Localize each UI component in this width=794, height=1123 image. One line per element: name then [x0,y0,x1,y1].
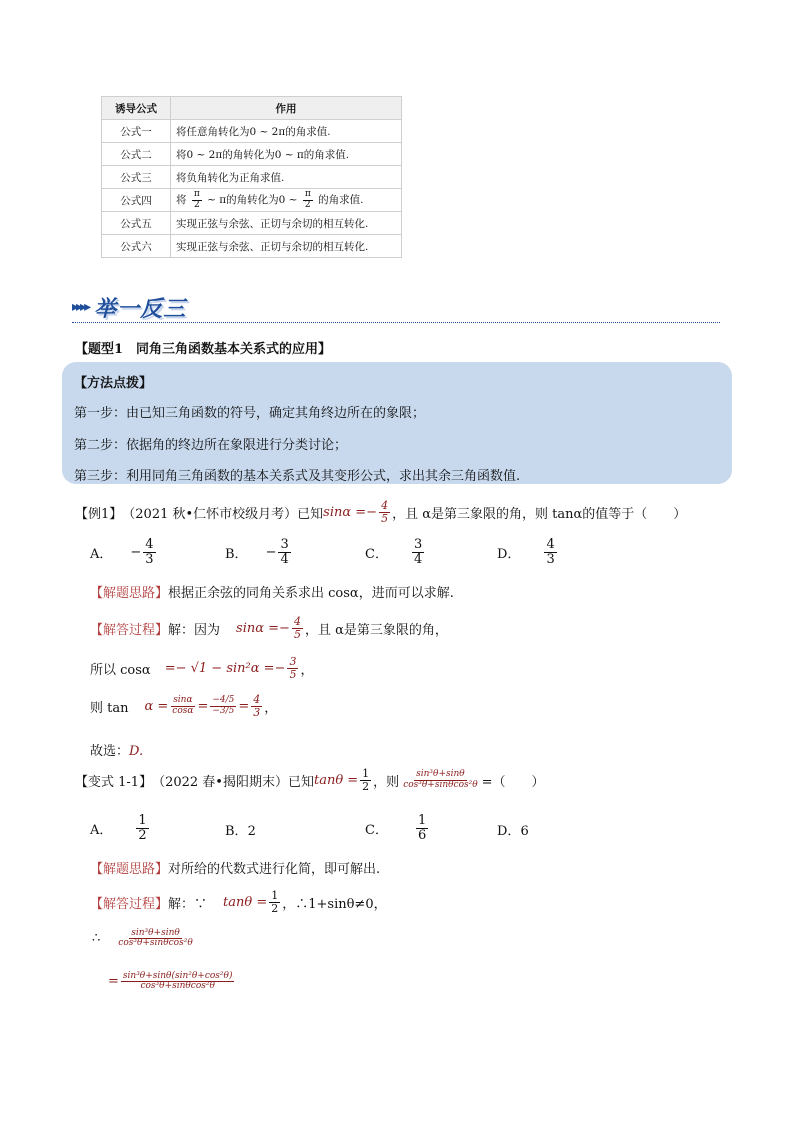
induction-formula-table [101,96,402,258]
option-letter: C． [365,822,388,838]
fraction-numerator: 4 [381,499,389,512]
fraction-numerator: sin³θ+sinθ [416,769,465,780]
fraction-denominator: 4 [413,551,423,567]
table-cell: 公式一 [102,120,171,143]
fraction-denominator: 2 [138,827,147,843]
fraction-denominator: cos³θ+sinθcos²θ [118,938,193,949]
derivation-step-2 [108,972,236,992]
solution-line-tan [90,694,277,718]
option-c[interactable] [365,538,426,566]
expression-tail: =（ ） [481,774,545,790]
question-type-heading: 【题型1 同角三角函数基本关系式的应用】 [75,342,332,357]
line-text: 则 tan [90,700,129,716]
condition-tail: ，且 α是第三象限的角，则 tanα的值等于（ ） [392,506,687,522]
pi-over-2-fraction [192,190,202,210]
option-a[interactable] [90,814,151,842]
table-cell: 将0 ~ 2π的角转化为0 ~ π的角求值. [171,143,402,166]
table-row [102,212,402,235]
solution-idea [90,858,380,877]
derivation-step-1 [92,929,197,949]
fraction-numerator: 1 [271,889,279,902]
table-header-row [102,97,402,120]
answer-text: 故选： [90,744,130,759]
process-label: 【解答过程】 [90,622,169,638]
answer-value: D. [129,744,144,759]
line-math: = [197,698,209,714]
fraction-numerator: sin³θ+sinθ [131,928,180,938]
table-cell: 公式六 [102,235,171,258]
table-row [102,235,402,258]
idea-label: 【解题思路】 [90,586,169,601]
fraction-denominator: cos³θ+sinθcos²θ [403,779,478,790]
fraction-numerator: π [193,189,200,200]
option-letter: C． [365,546,388,562]
option-fraction [136,814,148,842]
example-source: （2021 秋•仁怀市校级月考）已知 [122,506,324,522]
expression-fraction [401,770,479,790]
fraction-numerator: 1 [417,813,427,828]
line-fraction [251,694,262,718]
option-fraction [143,538,155,566]
fraction-denominator: 2 [271,901,279,915]
fraction-denominator: −3/5 [212,705,235,716]
fraction-denominator: 5 [381,511,389,525]
fraction-numerator: 4 [293,615,301,628]
condition-math: sinα =− [323,504,378,520]
method-step: 第三步：利用同角三角函数的基本关系式及其变形公式，求出其余三角函数值. [74,469,521,484]
table-cell: 公式四 [102,189,171,212]
table-cell: 公式三 [102,166,171,189]
option-value: 2 [247,824,256,839]
option-sign: − [130,544,142,560]
fraction-denominator: 3 [253,705,261,719]
option-letter: D． [497,546,521,562]
process-text: 解：∵ [168,896,208,912]
banner-title: 举一反三 [94,296,187,322]
idea-text: 根据正余弦的同角关系求出 cosα，进而可以求解. [168,586,454,601]
condition-math: tanθ = [313,772,359,788]
table-cell: 公式五 [102,212,171,235]
fraction-denominator: 2 [304,199,311,210]
fraction-numerator: 3 [413,537,423,552]
table-text: 的角求值. [318,194,364,206]
pi-over-2-fraction [303,190,313,210]
fraction-denominator: 2 [362,779,370,793]
fraction-denominator: 5 [293,627,301,641]
condition-fraction [360,768,371,792]
process-math: sinα =− [236,620,290,636]
option-c[interactable] [365,814,430,842]
fraction-numerator: −4/5 [212,695,235,706]
fraction-denominator: 6 [417,827,427,843]
variant-question [75,768,545,792]
fraction-numerator: 1 [138,813,147,828]
process-label: 【解答过程】 [90,896,169,912]
process-text: 解：因为 [168,622,221,638]
table-header-cell: 诱导公式 [102,97,171,120]
table-cell: 将负角转化为正角求值. [171,166,402,189]
table-cell: 将任意角转化为0 ~ 2π的角求值. [171,120,402,143]
option-b[interactable] [225,538,293,566]
option-letter: B． [225,546,248,562]
dotted-divider [72,322,720,323]
option-sign: − [265,544,277,560]
fraction-denominator: 5 [289,667,297,681]
option-fraction [416,814,428,842]
process-tail: ，且 α是第三象限的角， [304,622,448,638]
option-fraction [544,538,556,566]
derivation-fraction [121,972,235,992]
table-header-cell: 作用 [171,97,402,120]
process-math: tanθ = [223,894,268,910]
table-cell: 实现正弦与余弦、正切与余切的相互转化. [171,212,402,235]
option-fraction [278,538,290,566]
fraction-denominator: cos³θ+sinθcos²θ [140,981,215,992]
fraction-denominator: 4 [280,551,289,567]
fraction-denominator: 2 [193,199,200,210]
option-a[interactable] [90,538,158,566]
solution-idea [90,582,454,601]
therefore-symbol: ∴ [92,931,101,947]
idea-label: 【解题思路】 [90,862,169,877]
option-d[interactable] [497,538,559,566]
method-step: 第二步：依据角的终边所在象限进行分类讨论； [74,438,348,453]
fraction-numerator: 3 [289,655,297,668]
line-math: = [238,698,250,714]
triple-arrow-icon: ▸▸▸▸ [72,299,89,315]
line-fraction [170,696,195,716]
method-step: 第一步：由已知三角函数的符号，确定其角终边所在的象限； [74,406,426,421]
answer-line [90,740,143,759]
line-math: =− √1 − sin²α =− [164,660,286,676]
solution-process-line [90,890,387,914]
fraction-numerator: 3 [280,537,289,552]
variant-options [90,814,690,848]
table-row [102,189,402,212]
fraction-denominator: cosα [172,705,194,716]
fraction-numerator: sinα [173,695,193,706]
line-math: α = [144,698,169,714]
option-letter: A． [90,546,113,562]
line-tail: ， [264,700,278,716]
fraction-numerator: π [304,189,311,200]
derivation-fraction [116,929,194,949]
option-letter: D． [497,824,521,839]
fraction-numerator: 4 [145,537,154,552]
option-value: 6 [520,824,529,839]
fraction-numerator: sin³θ+sinθ(sin²θ+cos²θ) [122,971,233,981]
idea-text: 对所给的代数式进行化简，即可解出. [168,862,381,877]
table-row [102,120,402,143]
table-cell [171,189,402,212]
example-label: 【例1】 [75,506,123,522]
line-tail: ， [300,662,314,678]
fraction-denominator: 3 [145,551,154,567]
table-row [102,143,402,166]
table-cell: 实现正弦与余弦、正切与余切的相互转化. [171,235,402,258]
variant-source: （2022 春•揭阳期末）已知 [152,774,314,790]
option-fraction [412,538,424,566]
process-tail: ，∴1+sinθ≠0， [282,896,387,912]
equals-sign: = [108,974,119,990]
line-text: 所以 cosα [90,662,151,678]
table-text: 将 [176,194,187,206]
example-options [90,538,690,572]
method-title: 【方法点拨】 [74,376,153,391]
option-d[interactable] [497,820,529,839]
fraction-numerator: 4 [253,693,261,706]
condition-mid: ，则 [373,774,400,790]
fraction-denominator: 3 [546,551,555,567]
section-banner [72,291,186,323]
variant-label: 【变式 1-1】 [75,774,153,790]
solution-line-cos [90,656,313,680]
option-letter: A． [90,822,113,838]
fraction-numerator: 4 [546,537,555,552]
example-question [75,500,686,524]
table-text: ~ π的角转化为0 ~ [207,194,298,206]
process-fraction [292,616,303,640]
table-cell: 公式二 [102,143,171,166]
line-fraction [210,696,236,716]
option-b[interactable] [225,820,256,839]
condition-fraction [379,500,390,524]
option-letter: B． [225,824,248,839]
process-fraction [269,890,280,914]
fraction-numerator: 1 [362,767,370,780]
line-fraction [287,656,298,680]
method-tips-box [62,362,732,484]
solution-process-line [90,616,448,640]
table-row [102,166,402,189]
